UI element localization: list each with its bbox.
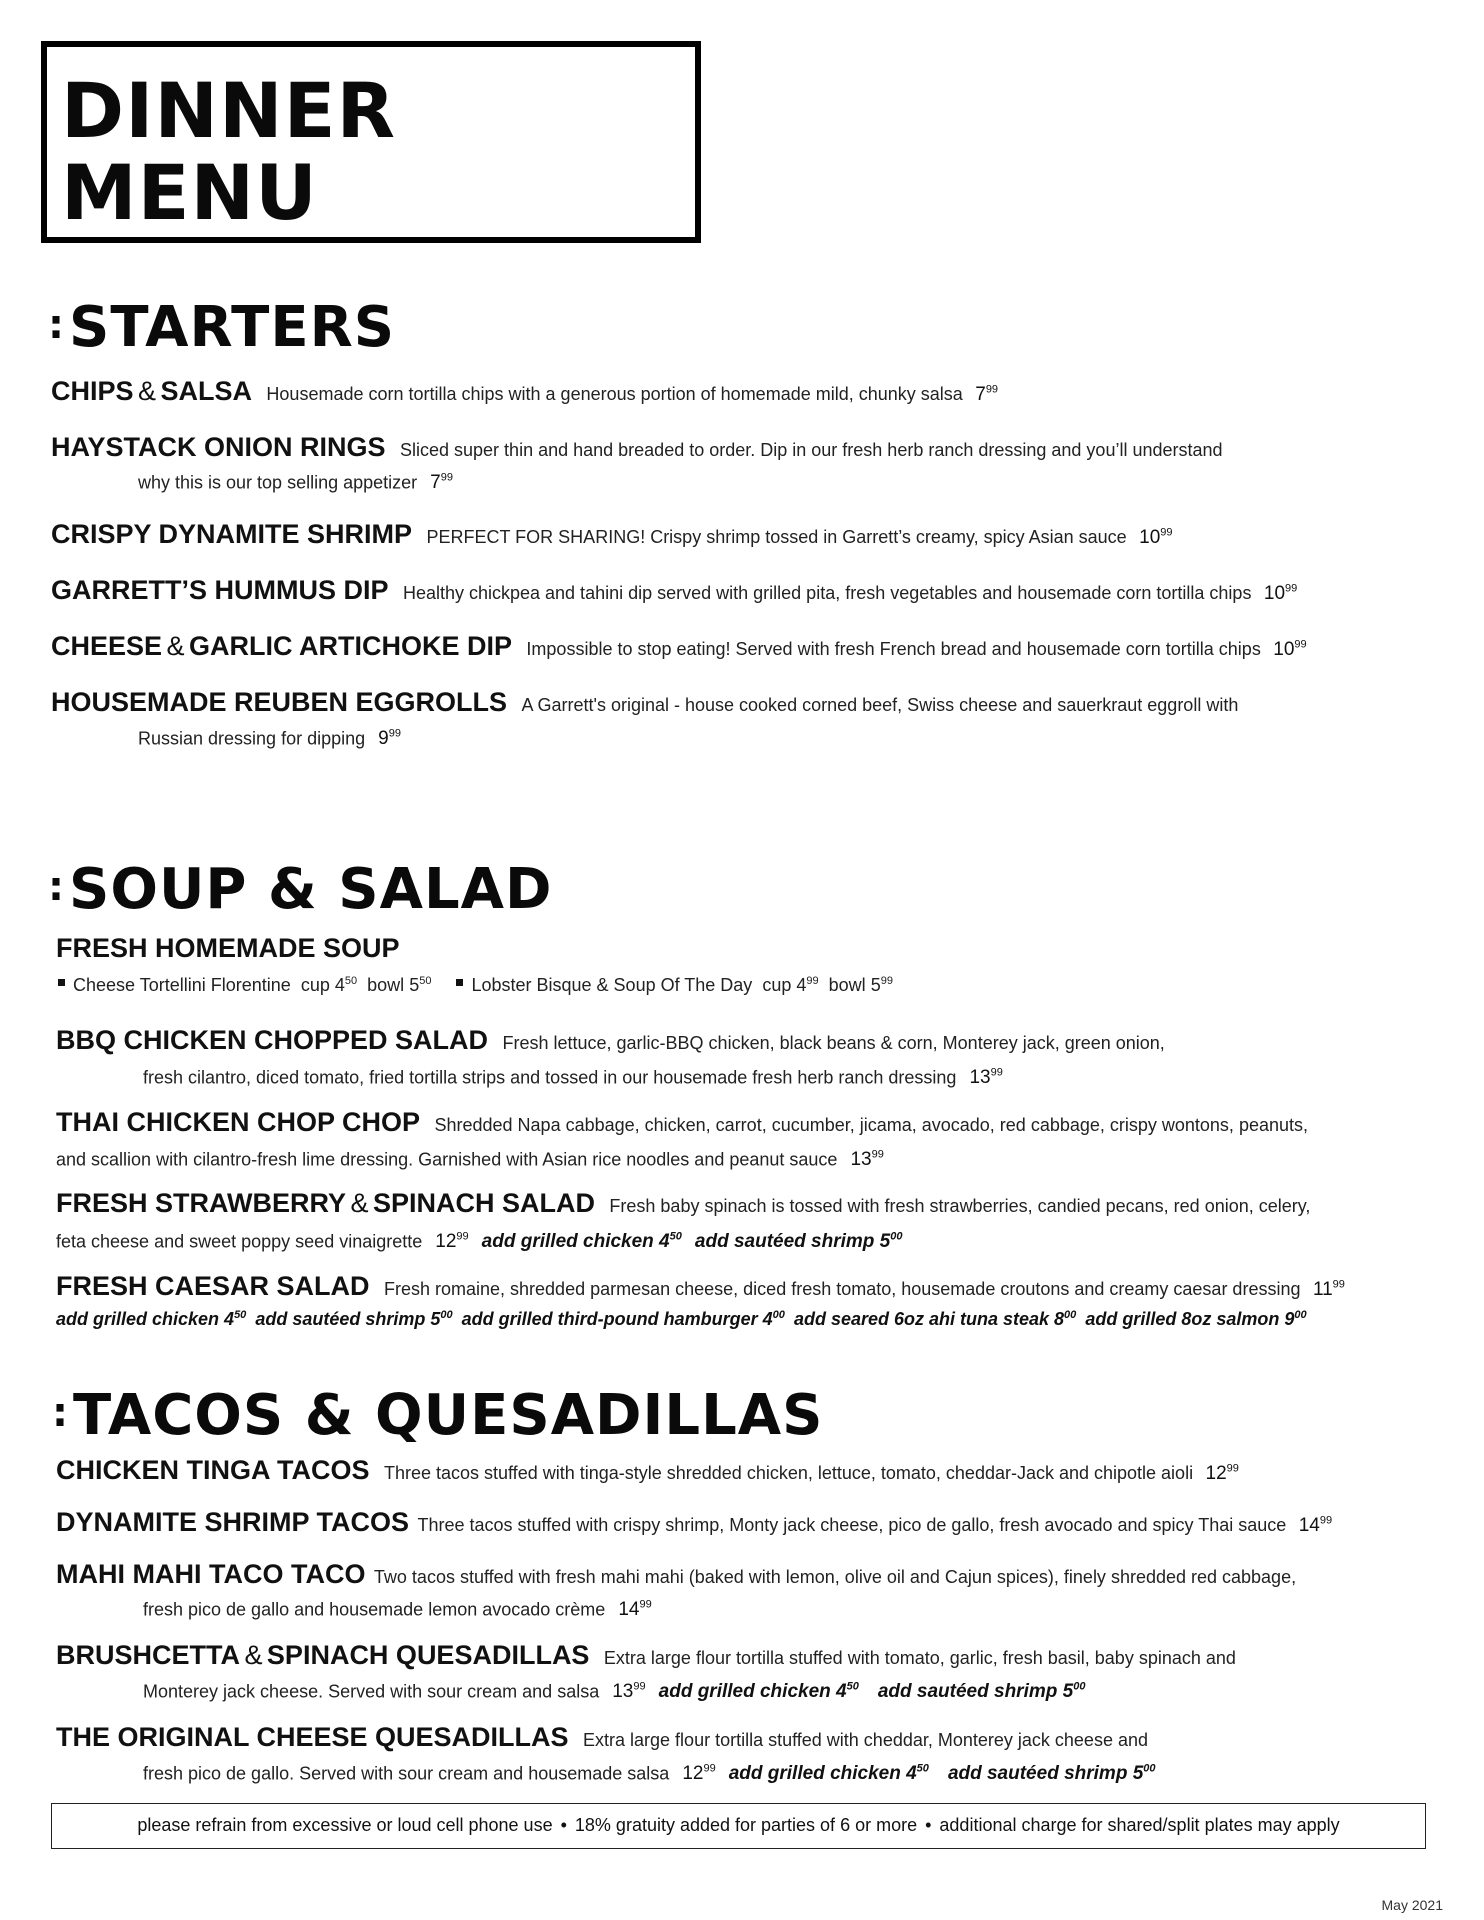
item-price: $7^{99}$ xyxy=(975,383,999,405)
menu-item-garretts-hummus-dip: GARRETT’S HUMMUS DIP Healthy chickpea and tahini dip served with grilled pita, fresh vegetables and housemade corn tortilla chips $10^{99}$ xyxy=(51,575,1298,605)
menu-item-chicken-tinga-tacos: CHICKEN TINGA TACOS Three tacos stuffed with tinga-style shredded chicken, lettuce, tomato, cheddar-Jack and chipotle aioli $12^{99}$ xyxy=(56,1455,1239,1485)
menu-item-bbq-chicken-chopped-salad-cont: fresh cilantro, diced tomato, fried tortilla strips and tossed in our housemade fresh herb ranch dressing $13^{99}$ xyxy=(143,1067,1003,1089)
section-heading-starters: :STARTERS xyxy=(48,295,396,360)
footer-policy-notice: please refrain from excessive or loud cell phone use • 18% gratuity added for parties of 6 or more • additional charge for shared/split plates may apply xyxy=(51,1803,1426,1849)
menu-item-thai-chicken-chop-chop-cont: and scallion with cilantro-fresh lime dressing. Garnished with Asian rice noodles and peanut sauce $13^{99}$ xyxy=(56,1149,884,1171)
menu-item-crispy-dynamite-shrimp: CRISPY DYNAMITE SHRIMP PERFECT FOR SHARING! Crispy shrimp tossed in Garrett’s creamy, spicy Asian sauce $10^{99}$ xyxy=(51,519,1173,549)
menu-item-brushcetta-spinach-quesadillas: BRUSHCETTA & SPINACH QUESADILLAS Extra large flour tortilla stuffed with tomato, garlic, fresh basil, baby spinach and xyxy=(56,1640,1236,1670)
section-heading-soup-salad: :SOUP & SALAD xyxy=(48,857,553,922)
menu-item-strawberry-spinach-salad: FRESH STRAWBERRY & SPINACH SALAD Fresh baby spinach is tossed with fresh strawberries, candied pecans, red onion, celery, xyxy=(56,1188,1311,1218)
menu-item-bbq-chicken-chopped-salad: BBQ CHICKEN CHOPPED SALAD Fresh lettuce, garlic-BBQ chicken, black beans & corn, Monterey jack, green onion, xyxy=(56,1025,1165,1055)
menu-item-thai-chicken-chop-chop: THAI CHICKEN CHOP CHOP Shredded Napa cabbage, chicken, carrot, cucumber, jicama, avocado, red cabbage, crispy wontons, peanuts, xyxy=(56,1107,1308,1137)
menu-item-original-cheese-quesadillas-cont: fresh pico de gallo. Served with sour cream and housemade salsa $12^{99}$ add grilled chicken $4^{50}$ add sautéed shrimp $5^{00}$ xyxy=(143,1763,1156,1785)
bullet-icon xyxy=(58,979,65,986)
menu-item-dynamite-shrimp-tacos: DYNAMITE SHRIMP TACOS Three tacos stuffed with crispy shrimp, Monty jack cheese, pico de gallo, fresh avocado and spicy Thai sauce $14^{99}$ xyxy=(56,1507,1333,1537)
menu-item-reuben-eggrolls: HOUSEMADE REUBEN EGGROLLS A Garrett's original - house cooked corned beef, Swiss cheese and sauerkraut eggroll with xyxy=(51,687,1239,717)
menu-item-mahi-mahi-taco-taco: MAHI MAHI TACO TACO Two tacos stuffed with fresh mahi mahi (baked with lemon, olive oil and Cajun spices), finely shredded red cabbage, xyxy=(56,1559,1297,1589)
menu-item-reuben-eggrolls-cont: Russian dressing for dipping $9^{99}$ xyxy=(138,728,401,750)
soup-options: Cheese Tortellini Florentine cup $4^{50}$ bowl $5^{50}$ Lobster Bisque & Soup Of The Day cup $4^{99}$ bowl $5^{99}$ xyxy=(58,975,893,996)
menu-item-brushcetta-spinach-quesadillas-cont: Monterey jack cheese. Served with sour cream and salsa $13^{99}$ add grilled chicken $4^{50}$ add sautéed shrimp $5^{00}$ xyxy=(143,1681,1086,1703)
menu-item-fresh-caesar-salad-addons: add grilled chicken $4^{50}$ add sautéed shrimp $5^{00}$ add grilled third-pound hamburger $4^{00}$ add seared 6oz ahi tuna steak $8^{00}$ add grilled 8oz salmon $9^{00}$ xyxy=(56,1309,1307,1329)
menu-item-cheese-garlic-artichoke-dip: CHEESE & GARLIC ARTICHOKE DIP Impossible to stop eating! Served with fresh French bread and housemade corn tortilla chips $10^{99}$ xyxy=(51,631,1307,661)
bullet-icon xyxy=(456,979,463,986)
menu-title-box xyxy=(41,41,701,243)
menu-item-chips-salsa: CHIPS & SALSA Housemade corn tortilla chips with a generous portion of homemade mild, chunky salsa $7^{99}$ xyxy=(51,376,999,406)
section-heading-tacos-quesadillas: :TACOS & QUESADILLAS xyxy=(52,1383,824,1448)
menu-item-mahi-mahi-taco-taco-cont: fresh pico de gallo and housemade lemon avocado crème $14^{99}$ xyxy=(143,1599,652,1621)
menu-item-fresh-caesar-salad: FRESH CAESAR SALAD Fresh romaine, shredded parmesan cheese, diced fresh tomato, housemade croutons and creamy caesar dressing $11^{99}$ xyxy=(56,1271,1345,1301)
menu-item-haystack-onion-rings-cont: why this is our top selling appetizer $7^{99}$ xyxy=(138,472,453,494)
menu-item-fresh-homemade-soup: FRESH HOMEMADE SOUP xyxy=(56,933,400,963)
menu-title-line-1: DINNER xyxy=(61,66,397,155)
menu-item-haystack-onion-rings: HAYSTACK ONION RINGS Sliced super thin and hand breaded to order. Dip in our fresh herb ranch dressing and you’ll understand xyxy=(51,432,1223,462)
menu-item-strawberry-spinach-salad-cont: feta cheese and sweet poppy seed vinaigrette $12^{99}$ add grilled chicken $4^{50}$ add sautéed shrimp $5^{00}$ xyxy=(56,1231,903,1253)
menu-item-original-cheese-quesadillas: THE ORIGINAL CHEESE QUESADILLAS Extra large flour tortilla stuffed with cheddar, Monterey jack cheese and xyxy=(56,1722,1148,1752)
menu-date: May 2021 xyxy=(1381,1897,1443,1913)
menu-title-line-2: MENU xyxy=(61,148,318,237)
